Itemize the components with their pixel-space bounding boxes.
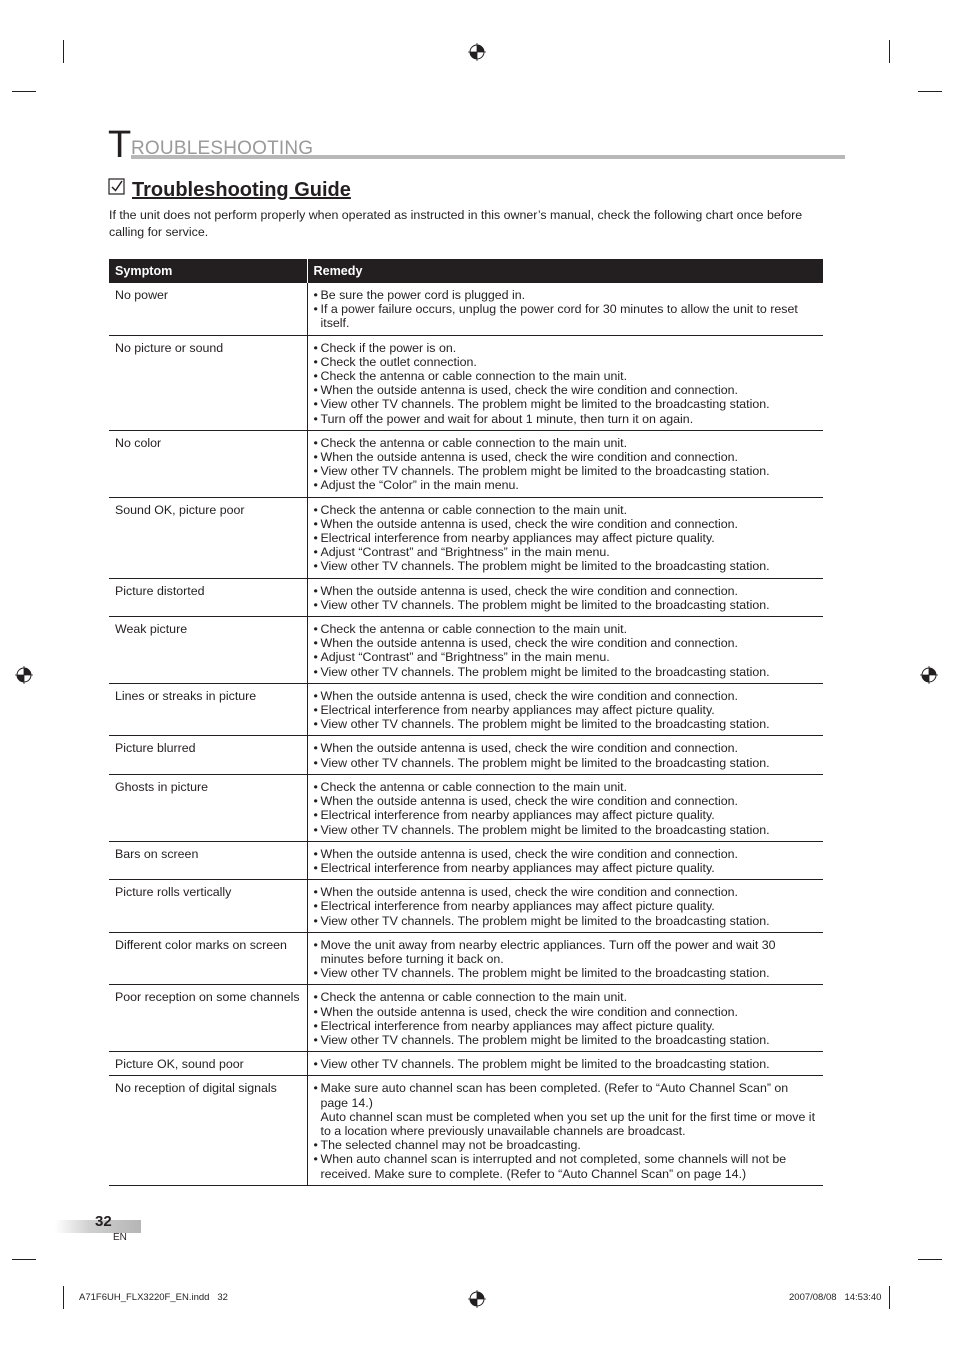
crop-mark <box>63 1286 64 1309</box>
remedy-text: • When the outside antenna is used, check the wire condition and connection. <box>320 516 738 531</box>
remedy-item <box>314 703 818 717</box>
remedy-cell <box>307 335 823 430</box>
remedy-item <box>314 1005 818 1019</box>
remedy-text: • Make sure auto channel scan has been completed. (Refer to “Auto Channel Scan” on page 14.) <box>320 1081 789 1110</box>
table-row <box>109 497 823 578</box>
remedy-item <box>314 383 818 397</box>
remedy-text: • Electrical interference from nearby appliances may affect picture quality. <box>320 1018 715 1033</box>
remedy-cell <box>307 1076 823 1185</box>
remedy-item <box>314 503 818 517</box>
symptom-cell: No color <box>109 430 307 497</box>
remedy-header: Remedy <box>307 259 823 283</box>
remedy-item <box>314 1081 818 1138</box>
table-row <box>109 617 823 684</box>
table-row <box>109 1052 823 1076</box>
remedy-text: • Check the outlet connection. <box>320 354 477 369</box>
guide-title: Troubleshooting Guide <box>132 179 351 201</box>
remedy-item <box>314 302 818 330</box>
remedy-item <box>314 598 818 612</box>
crop-mark <box>889 1286 890 1309</box>
remedy-item <box>314 636 818 650</box>
table-row <box>109 774 823 841</box>
remedy-item <box>314 966 818 980</box>
remedy-text: • View other TV channels. The problem might be limited to the broadcasting station. <box>320 913 770 928</box>
table-row <box>109 841 823 879</box>
remedy-text: • Check the antenna or cable connection to the main unit. <box>320 990 628 1005</box>
remedy-item <box>314 559 818 573</box>
symptom-cell: Sound OK, picture poor <box>109 497 307 578</box>
remedy-item <box>314 665 818 679</box>
remedy-text: • When the outside antenna is used, check the wire condition and connection. <box>320 794 738 809</box>
remedy-cell <box>307 283 823 335</box>
remedy-cell <box>307 880 823 933</box>
remedy-list <box>314 847 818 875</box>
remedy-text: • View other TV channels. The problem might be limited to the broadcasting station. <box>320 755 770 770</box>
table-row <box>109 283 823 335</box>
table-row <box>109 430 823 497</box>
remedy-list <box>314 938 818 981</box>
remedy-item <box>314 369 818 383</box>
remedy-cell <box>307 774 823 841</box>
remedy-text: • View other TV channels. The problem might be limited to the broadcasting station. <box>320 664 770 679</box>
page-number: 32 <box>95 1213 112 1230</box>
remedy-text: • Check the antenna or cable connection to the main unit. <box>320 779 628 794</box>
remedy-text: • Check the antenna or cable connection to the main unit. <box>320 369 628 384</box>
remedy-text: • Be sure the power cord is plugged in. <box>320 288 526 302</box>
remedy-text: • View other TV channels. The problem might be limited to the broadcasting station. <box>320 717 770 732</box>
remedy-item <box>314 650 818 664</box>
symptom-cell: Bars on screen <box>109 841 307 879</box>
table-row <box>109 1076 823 1185</box>
registration-target-icon <box>468 1290 486 1308</box>
remedy-text: • View other TV channels. The problem might be limited to the broadcasting station. <box>320 464 770 479</box>
remedy-list <box>314 584 818 612</box>
remedy-text: • Check if the power is on. <box>320 340 457 355</box>
remedy-item <box>314 397 818 411</box>
remedy-item <box>314 622 818 636</box>
crop-mark <box>12 91 36 92</box>
remedy-cell <box>307 683 823 736</box>
remedy-text: • Electrical interference from nearby appliances may affect picture quality. <box>320 703 715 718</box>
remedy-text: • When the outside antenna is used, check the wire condition and connection. <box>320 885 738 900</box>
remedy-text: • Check the antenna or cable connection to the main unit. <box>320 502 628 517</box>
remedy-list <box>314 885 818 928</box>
troubleshooting-table <box>109 259 823 1186</box>
remedy-text: • Turn off the power and wait for about 1 minute, then turn it on again. <box>320 411 694 426</box>
remedy-cell <box>307 1052 823 1076</box>
file-name: A71F6UH_FLX3220F_EN.indd 32 <box>79 1292 228 1303</box>
remedy-item <box>314 899 818 913</box>
remedy-item <box>314 914 818 928</box>
remedy-item <box>314 531 818 545</box>
remedy-text: • Check the antenna or cable connection to the main unit. <box>320 435 628 450</box>
remedy-text: • When the outside antenna is used, check the wire condition and connection. <box>320 583 738 598</box>
remedy-item <box>314 1019 818 1033</box>
remedy-item <box>314 412 818 426</box>
remedy-item <box>314 1152 818 1180</box>
remedy-cell <box>307 578 823 616</box>
remedy-text: • View other TV channels. The problem might be limited to the broadcasting station. <box>320 1057 770 1072</box>
symptom-cell: No power <box>109 283 307 335</box>
remedy-cell <box>307 430 823 497</box>
symptom-cell: Picture OK, sound poor <box>109 1052 307 1076</box>
page-language: EN <box>113 1232 127 1243</box>
remedy-list <box>314 689 818 732</box>
crop-mark <box>918 1259 942 1260</box>
registration-target-icon <box>15 666 33 684</box>
remedy-item <box>314 717 818 731</box>
table-body <box>109 283 823 1185</box>
remedy-text: • When the outside antenna is used, check the wire condition and connection. <box>320 450 738 465</box>
remedy-text: • When auto channel scan is interrupted and not completed, some channels will not be received. Make sure to complete. (Refer to “Auto Channel Scan” on page 14.) <box>320 1152 787 1181</box>
table-row <box>109 985 823 1052</box>
table-header-row <box>109 259 823 283</box>
remedy-list <box>314 436 818 493</box>
remedy-list <box>314 503 818 574</box>
symptom-cell: Picture blurred <box>109 736 307 774</box>
remedy-text: • When the outside antenna is used, check the wire condition and connection. <box>320 1004 738 1019</box>
symptom-cell: Poor reception on some channels <box>109 985 307 1052</box>
remedy-list <box>314 990 818 1047</box>
remedy-text: • When the outside antenna is used, check the wire condition and connection. <box>320 846 738 861</box>
section-title-initial: T <box>108 124 132 166</box>
remedy-text: Auto channel scan must be completed when you set up the unit for the first time or move it to a location where previously unavailable channels are broadcast. <box>320 1109 816 1138</box>
crop-mark <box>918 91 942 92</box>
section-title-rest: ROUBLESHOOTING <box>131 138 314 159</box>
remedy-item <box>314 885 818 899</box>
remedy-item <box>314 478 818 492</box>
remedy-list <box>314 741 818 769</box>
remedy-text: • When the outside antenna is used, check the wire condition and connection. <box>320 636 738 651</box>
registration-target-icon <box>920 666 938 684</box>
remedy-text: • Move the unit away from nearby electric appliances. Turn off the power and wait 30 minutes before turning it back on. <box>320 937 776 966</box>
checked-box-icon <box>108 178 125 195</box>
remedy-text: • Electrical interference from nearby appliances may affect picture quality. <box>320 531 715 546</box>
remedy-item <box>314 1057 818 1071</box>
symptom-header: Symptom <box>109 259 307 283</box>
remedy-item <box>314 436 818 450</box>
symptom-cell: Picture rolls vertically <box>109 880 307 933</box>
remedy-text: • Adjust “Contrast” and “Brightness” in the main menu. <box>320 545 610 560</box>
remedy-item <box>314 450 818 464</box>
symptom-cell: Lines or streaks in picture <box>109 683 307 736</box>
table-row <box>109 880 823 933</box>
remedy-item <box>314 355 818 369</box>
symptom-cell: Weak picture <box>109 617 307 684</box>
remedy-text: • View other TV channels. The problem might be limited to the broadcasting station. <box>320 559 770 574</box>
remedy-item <box>314 1138 818 1152</box>
remedy-list <box>314 1057 818 1071</box>
remedy-item <box>314 1033 818 1047</box>
remedy-item <box>314 545 818 559</box>
remedy-text: • Adjust “Contrast” and “Brightness” in the main menu. <box>320 650 610 665</box>
intro-text: If the unit does not perform properly when operated as instructed in this owner’s manual, check the following chart once before calling for service. <box>109 208 803 239</box>
table-row <box>109 578 823 616</box>
symptom-cell: No picture or sound <box>109 335 307 430</box>
symptom-cell: No reception of digital signals <box>109 1076 307 1185</box>
remedy-item <box>314 808 818 822</box>
remedy-text: • When the outside antenna is used, check the wire condition and connection. <box>320 383 738 398</box>
remedy-item <box>314 990 818 1004</box>
crop-mark <box>12 1259 36 1260</box>
remedy-cell <box>307 736 823 774</box>
registration-target-icon <box>468 43 486 61</box>
remedy-text: • The selected channel may not be broadcasting. <box>320 1138 581 1153</box>
remedy-item <box>314 756 818 770</box>
remedy-item <box>314 517 818 531</box>
remedy-list <box>314 288 818 331</box>
table-row <box>109 683 823 736</box>
remedy-text: • Electrical interference from nearby appliances may affect picture quality. <box>320 899 715 914</box>
remedy-item <box>314 938 818 966</box>
remedy-item <box>314 464 818 478</box>
table-row <box>109 335 823 430</box>
remedy-text: • Electrical interference from nearby appliances may affect picture quality. <box>320 808 715 823</box>
remedy-cell <box>307 497 823 578</box>
remedy-cell <box>307 932 823 985</box>
table-row <box>109 932 823 985</box>
remedy-item <box>314 823 818 837</box>
remedy-item <box>314 689 818 703</box>
remedy-item <box>314 847 818 861</box>
remedy-cell <box>307 985 823 1052</box>
symptom-cell: Ghosts in picture <box>109 774 307 841</box>
remedy-text: • View other TV channels. The problem might be limited to the broadcasting station. <box>320 597 770 612</box>
remedy-text: • Electrical interference from nearby appliances may affect picture quality. <box>320 860 715 875</box>
remedy-text: • View other TV channels. The problem might be limited to the broadcasting station. <box>320 397 770 412</box>
remedy-text: • View other TV channels. The problem might be limited to the broadcasting station. <box>320 1032 770 1047</box>
remedy-item <box>314 780 818 794</box>
remedy-cell <box>307 841 823 879</box>
remedy-item <box>314 341 818 355</box>
remedy-text: • View other TV channels. The problem might be limited to the broadcasting station. <box>320 966 770 981</box>
remedy-item <box>314 584 818 598</box>
symptom-cell: Picture distorted <box>109 578 307 616</box>
remedy-text: • Adjust the “Color” in the main menu. <box>320 478 519 493</box>
remedy-list <box>314 1081 818 1180</box>
remedy-text: • When the outside antenna is used, check the wire condition and connection. <box>320 688 738 703</box>
remedy-text: • Check the antenna or cable connection to the main unit. <box>320 622 628 637</box>
crop-mark <box>63 40 64 63</box>
crop-mark <box>889 40 890 63</box>
remedy-text: • View other TV channels. The problem might be limited to the broadcasting station. <box>320 822 770 837</box>
remedy-item <box>314 794 818 808</box>
remedy-text: • If a power failure occurs, unplug the power cord for 30 minutes to allow the unit to reset itself. <box>320 302 798 331</box>
remedy-item <box>314 741 818 755</box>
print-timestamp: 2007/08/08 14:53:40 <box>789 1292 882 1303</box>
remedy-list <box>314 780 818 837</box>
remedy-list <box>314 622 818 679</box>
symptom-cell: Different color marks on screen <box>109 932 307 985</box>
remedy-list <box>314 341 818 426</box>
remedy-text: • When the outside antenna is used, check the wire condition and connection. <box>320 741 738 756</box>
remedy-cell <box>307 617 823 684</box>
remedy-item <box>314 288 818 302</box>
table-row <box>109 736 823 774</box>
remedy-item <box>314 861 818 875</box>
